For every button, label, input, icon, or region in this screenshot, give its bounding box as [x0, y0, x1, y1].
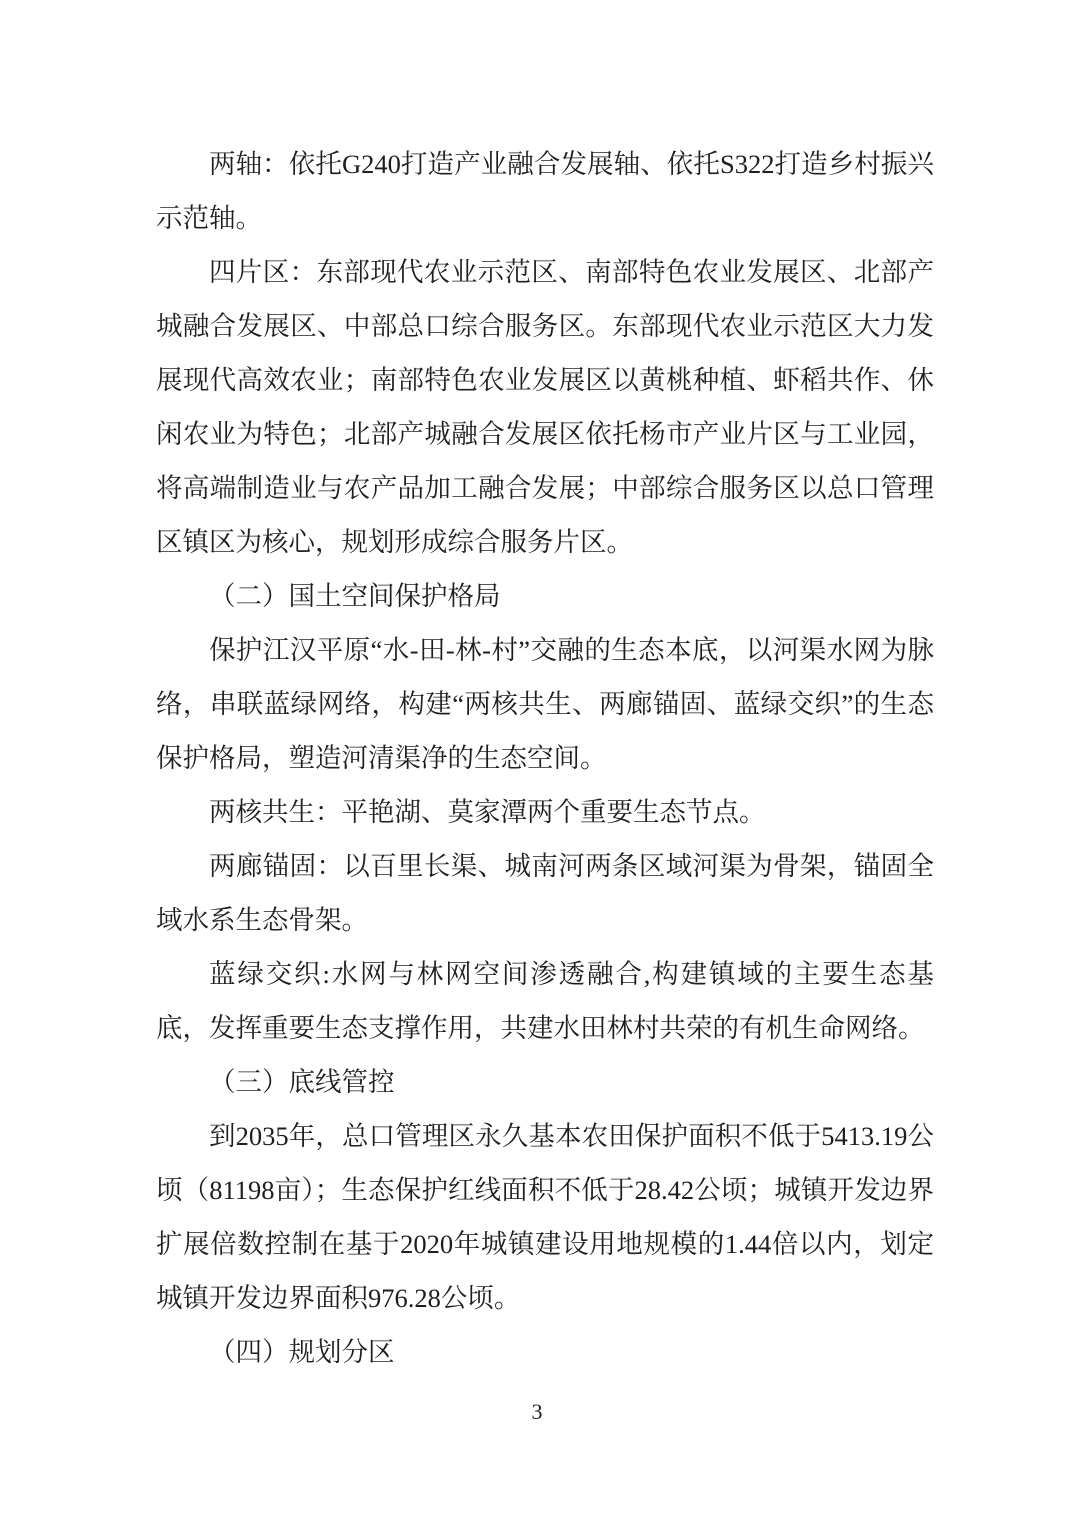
- para-protection-overview: 保护江汉平原“水-田-林-村”交融的生态本底，以河渠水网为脉络，串联蓝绿网络，构建“两核共生、两廊锚固、蓝绿交织”的生态保护格局，塑造河清渠净的生态空间。: [156, 635, 934, 773]
- para-two-axes: 两轴：依托G240打造产业融合发展轴、依托S322打造乡村振兴示范轴。: [156, 149, 934, 233]
- para-bottom-line-detail: 到2035年，总口管理区永久基本农田保护面积不低于5413.19公顷（81198亩）；生态保护红线面积不低于28.42公顷；城镇开发边界扩展倍数控制在基于2020年城镇建设用地规模的1.44倍以内，划定城镇开发边界面积976.28公顷。: [156, 1121, 934, 1313]
- para-blue-green-interweave: 蓝绿交织:水网与林网空间渗透融合,构建镇域的主要生态基底，发挥重要生态支撑作用，共建水田林村共荣的有机生命网络。: [156, 959, 934, 1043]
- para-two-corridors: 两廊锚固：以百里长渠、城南河两条区域河渠为骨架，锚固全域水系生态骨架。: [156, 851, 934, 935]
- page-footer: [0, 1398, 1074, 1426]
- para-four-districts: 四片区：东部现代农业示范区、南部特色农业发展区、北部产城融合发展区、中部总口综合服务区。东部现代农业示范区大力发展现代高效农业；南部特色农业发展区以黄桃种植、虾稻共作、休闲农业为特色；北部产城融合发展区依托杨市产业片区与工业园，将高端制造业与农产品加工融合发展；中部综合服务区以总口管理区镇区为核心，规划形成综合服务片区。: [156, 257, 934, 557]
- heading-protection-pattern: （二）国土空间保护格局: [209, 581, 501, 611]
- heading-bottom-line-control: （三）底线管控: [209, 1067, 395, 1097]
- heading-planning-zones: （四）规划分区: [209, 1337, 395, 1367]
- para-two-cores: 两核共生：平艳湖、莫家潭两个重要生态节点。: [209, 797, 766, 827]
- document-body: [156, 137, 934, 1379]
- page-number: 3: [531, 1399, 543, 1424]
